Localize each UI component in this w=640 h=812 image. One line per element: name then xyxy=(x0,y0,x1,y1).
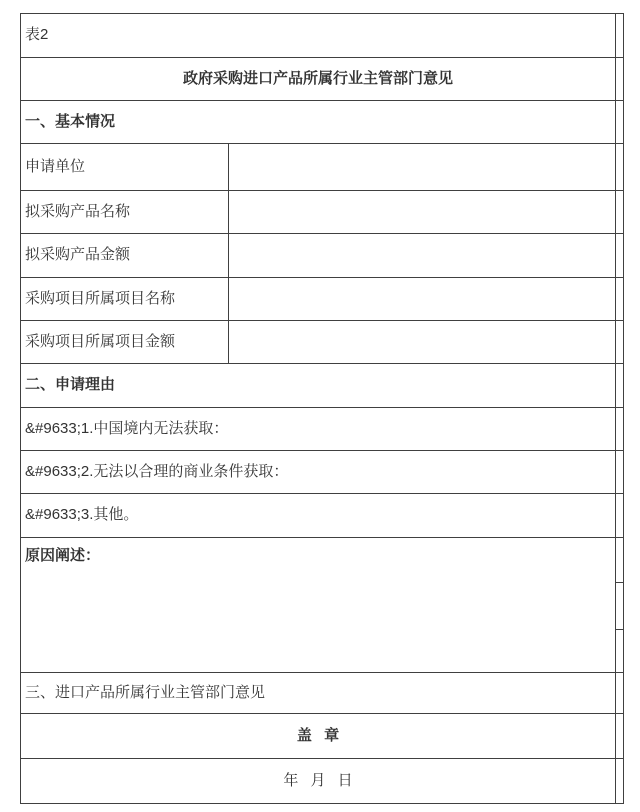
opinion-form-table xyxy=(20,13,624,804)
spacer-cell xyxy=(616,494,624,538)
spacer-cell xyxy=(616,58,624,101)
spacer-cell xyxy=(616,538,624,583)
section2-heading: 二、申请理由 xyxy=(21,364,616,408)
spacer-cell xyxy=(616,144,624,191)
spacer-cell xyxy=(616,321,624,364)
label-applicant-unit: 申请单位 xyxy=(21,144,229,191)
input-cell-project-amount[interactable] xyxy=(229,321,616,364)
input-cell-product-amount[interactable] xyxy=(229,234,616,278)
spacer-cell xyxy=(616,714,624,759)
form-title: 政府采购进口产品所属行业主管部门意见 xyxy=(21,58,616,101)
reason-statement-cell[interactable] xyxy=(21,538,616,673)
section1-heading: 一、基本情况 xyxy=(21,101,616,144)
input-cell-project-name[interactable] xyxy=(229,278,616,321)
spacer-cell xyxy=(616,364,624,408)
spacer-cell xyxy=(616,234,624,278)
reason-option-2: &#9633;2.无法以合理的商业条件获取： xyxy=(21,451,616,494)
section3-heading: 三、进口产品所属行业主管部门意见 xyxy=(21,673,616,714)
reason-option-3: &#9633;3.其他。 xyxy=(21,494,616,538)
spacer-cell xyxy=(616,191,624,234)
document-page xyxy=(20,13,624,804)
label-project-amount: 采购项目所属项目金额 xyxy=(21,321,229,364)
spacer-cell xyxy=(616,408,624,451)
label-project-name: 采购项目所属项目名称 xyxy=(21,278,229,321)
spacer-cell xyxy=(616,101,624,144)
stamp-label: 盖 章 xyxy=(21,714,616,759)
label-product-amount: 拟采购产品金额 xyxy=(21,234,229,278)
reason-statement-label: 原因阐述： xyxy=(25,547,101,564)
label-product-name: 拟采购产品名称 xyxy=(21,191,229,234)
spacer-cell xyxy=(616,630,624,673)
spacer-cell xyxy=(616,278,624,321)
form-number: 表2 xyxy=(21,14,616,58)
spacer-cell xyxy=(616,14,624,58)
input-cell-applicant-unit[interactable] xyxy=(229,144,616,191)
date-label: 年 月 日 xyxy=(21,759,616,804)
input-cell-product-name[interactable] xyxy=(229,191,616,234)
spacer-cell xyxy=(616,673,624,714)
reason-option-1: &#9633;1.中国境内无法获取： xyxy=(21,408,616,451)
spacer-cell xyxy=(616,759,624,804)
spacer-cell xyxy=(616,451,624,494)
spacer-cell xyxy=(616,583,624,630)
